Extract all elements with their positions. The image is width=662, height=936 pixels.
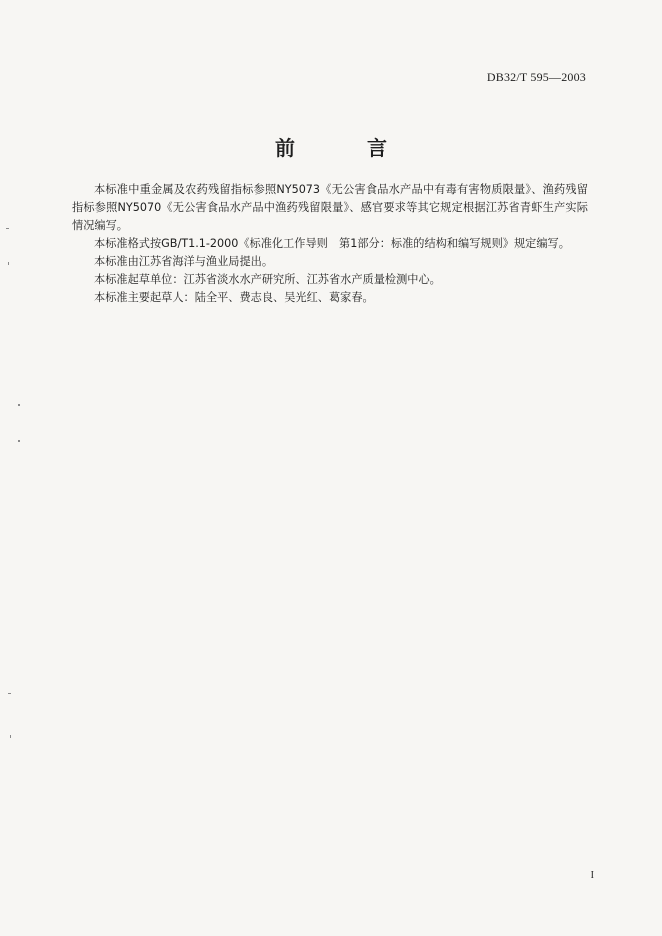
standard-code: DB32/T 595—2003 xyxy=(486,70,586,84)
paragraph-basis: 本标准中重金属及农药残留指标参照NY5073《无公害食品水产品中有毒有害物质限量》、渔药残留指标参照NY5070《无公害食品水产品中渔药残留限量》、感官要求等其它规定根据江苏省青虾生产实际情况编写。 xyxy=(72,183,588,232)
scan-speck xyxy=(18,404,20,406)
page-title: 前 言 xyxy=(275,136,413,160)
paragraph-proposer: 本标准由江苏省海洋与渔业局提出。 xyxy=(94,255,274,268)
scan-speck xyxy=(8,693,11,694)
foreword-body xyxy=(72,181,588,307)
paragraph-drafting-units: 本标准起草单位：江苏省淡水水产研究所、江苏省水产质量检测中心。 xyxy=(94,273,441,286)
page-number: I xyxy=(590,870,594,881)
scan-speck xyxy=(8,262,9,265)
paragraph-format: 本标准格式按GB/T1.1-2000《标准化工作导则 第1部分：标准的结构和编写规则》规定编写。 xyxy=(94,237,570,250)
scan-speck xyxy=(18,440,20,442)
scan-speck xyxy=(6,228,9,229)
paragraph-drafters: 本标准主要起草人：陆全平、费志良、吴光红、葛家春。 xyxy=(94,291,374,304)
scan-speck xyxy=(10,735,11,738)
